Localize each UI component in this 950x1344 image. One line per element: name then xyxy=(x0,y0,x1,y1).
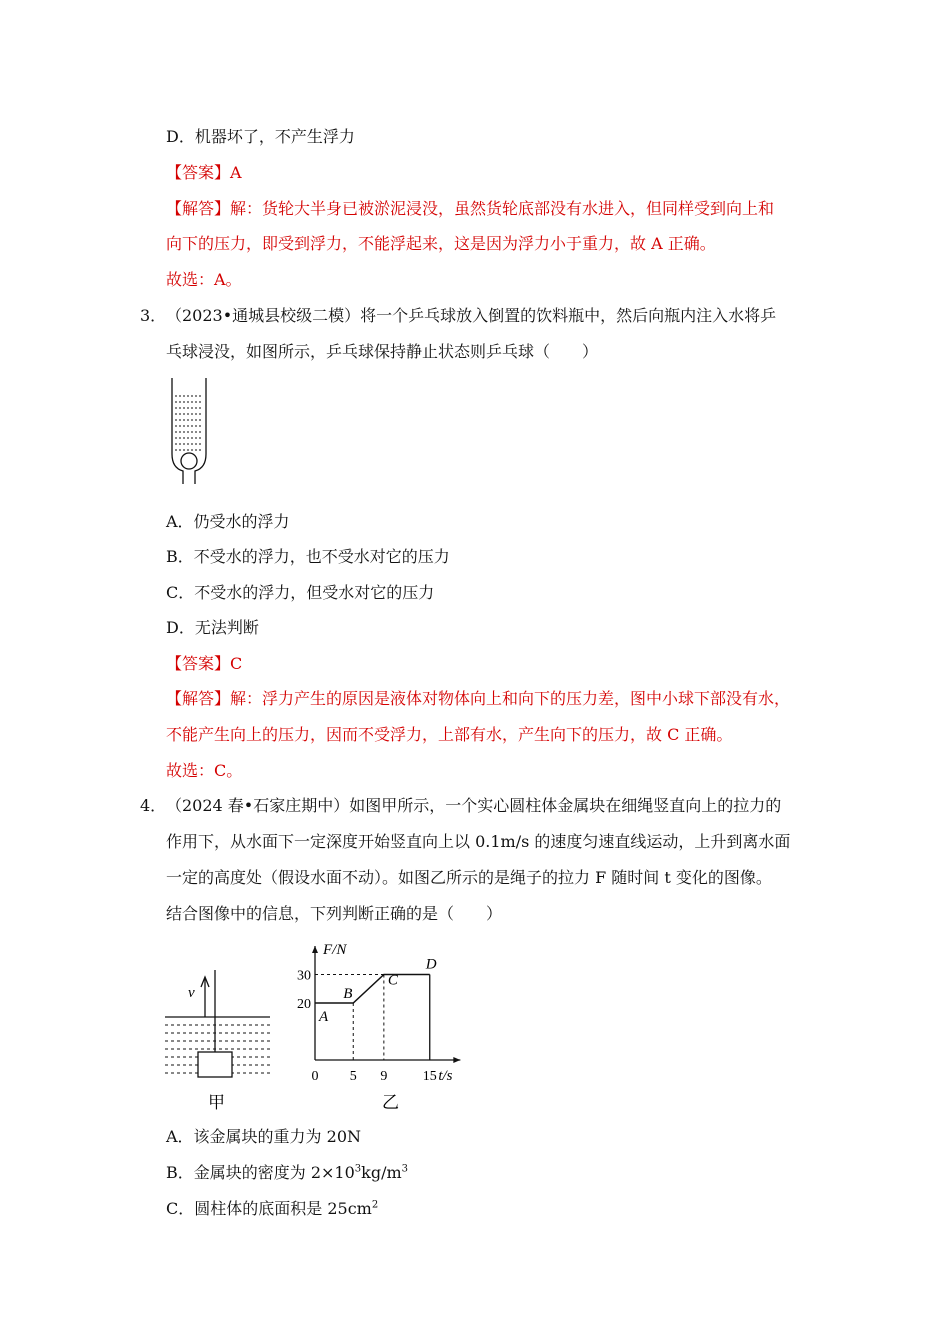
metal-block xyxy=(198,1052,232,1077)
q4-option-c xyxy=(166,1199,378,1219)
figure-jia-caption: 甲 xyxy=(208,1093,225,1112)
force-series-line xyxy=(315,972,430,1004)
water-dashes xyxy=(175,396,203,450)
q2-select: 故选：A。 xyxy=(166,270,242,289)
figure-jia xyxy=(160,965,275,1115)
y-axis-label: F/N xyxy=(323,942,347,958)
q3-option-d: D．无法判断 xyxy=(166,618,259,637)
figure-yi-chart xyxy=(285,935,495,1115)
x-tick-label: 5 xyxy=(349,1069,357,1084)
q4-stem-line1: （2024 春•石家庄期中）如图甲所示，一个实心圆柱体金属块在细绳竖直向上的拉力的 xyxy=(166,796,782,815)
point-label-d: D xyxy=(425,956,437,973)
x-tick-label: 15 xyxy=(422,1069,437,1084)
answer-tag: 【答案】 xyxy=(166,163,231,182)
ping-pong-ball xyxy=(181,453,197,469)
q3-analysis-line2: 不能产生向上的压力，因而不受浮力，上部有水，产生向下的压力，故 C 正确。 xyxy=(166,725,733,744)
option-b-exp1: 3 xyxy=(354,1163,362,1175)
analysis-text: 解：货轮大半身已被淤泥浸没，虽然货轮底部没有水进入，但同样受到向上和 xyxy=(230,199,775,218)
x-tick-label: 9 xyxy=(380,1069,388,1084)
point-label-c: C xyxy=(387,972,398,989)
analysis-text: 解：浮力产生的原因是液体对物体向上和向下的压力差，图中小球下部没有水， xyxy=(230,689,791,708)
q3-stem-line2: 乓球浸没，如图所示，乒乓球保持静止状态则乒乓球（ ） xyxy=(166,342,599,361)
y-tick-label: 20 xyxy=(297,997,311,1012)
figure-yi-caption: 乙 xyxy=(382,1093,399,1112)
option-c-text: C．圆柱体的底面积是 25cm xyxy=(166,1199,372,1218)
q2-analysis-line2: 向下的压力，即受到浮力，不能浮起来，这是因为浮力小于重力，故 A 正确。 xyxy=(166,234,716,253)
q4-option-a: A．该金属块的重力为 20N xyxy=(166,1127,362,1146)
q2-answer xyxy=(166,163,242,183)
q3-answer xyxy=(166,654,242,674)
x-tick-label: 0 xyxy=(311,1069,319,1084)
y-tick-label: 30 xyxy=(297,968,311,984)
q4-stem-line4: 结合图像中的信息，下列判断正确的是（ ） xyxy=(166,904,503,923)
q2-option-d: D．机器坏了，不产生浮力 xyxy=(166,127,355,146)
q3-select: 故选：C。 xyxy=(166,761,243,780)
q4-number: 4． xyxy=(140,796,167,815)
option-b-text: B．金属块的密度为 2×10 xyxy=(166,1163,355,1182)
analysis-tag: 【解答】 xyxy=(166,199,231,218)
chart-marks xyxy=(315,957,437,1061)
option-b-exp2: 3 xyxy=(401,1163,409,1175)
option-b-unit: kg/m xyxy=(361,1163,402,1182)
analysis-tag: 【解答】 xyxy=(166,689,231,708)
q3-option-c: C．不受水的浮力，但受水对它的压力 xyxy=(166,583,435,602)
answer-value: A xyxy=(230,163,242,182)
x-axis-label: t/s xyxy=(438,1068,453,1084)
point-label-a: A xyxy=(319,1009,329,1025)
velocity-label: v xyxy=(188,985,195,1001)
option-c-exp: 2 xyxy=(371,1199,379,1211)
q4-stem-line3: 一定的高度处（假设水面不动）。如图乙所示的是绳子的拉力 F 随时间 t 变化的图像。 xyxy=(166,868,772,887)
q3-option-b: B．不受水的浮力，也不受水对它的压力 xyxy=(166,547,450,566)
answer-tag: 【答案】 xyxy=(166,654,231,673)
q3-analysis-line1 xyxy=(166,689,790,709)
q4-option-b xyxy=(166,1163,408,1183)
q2-analysis-line1 xyxy=(166,199,774,219)
q3-stem-line1: （2023•通城县校级二模）将一个乒乓球放入倒置的饮料瓶中，然后向瓶内注入水将乒 xyxy=(166,306,777,325)
y-axis-arrow xyxy=(312,946,318,953)
q4-stem-line2: 作用下，从水面下一定深度开始竖直向上以 0.1m/s 的速度匀速直线运动，上升到离水面 xyxy=(166,832,791,851)
q3-option-a: A．仍受水的浮力 xyxy=(166,512,290,531)
point-label-b: B xyxy=(343,986,353,1002)
q3-number: 3． xyxy=(140,306,167,325)
inverted-bottle-figure xyxy=(165,376,215,486)
answer-value: C xyxy=(230,654,243,673)
x-axis-arrow xyxy=(453,1057,460,1063)
